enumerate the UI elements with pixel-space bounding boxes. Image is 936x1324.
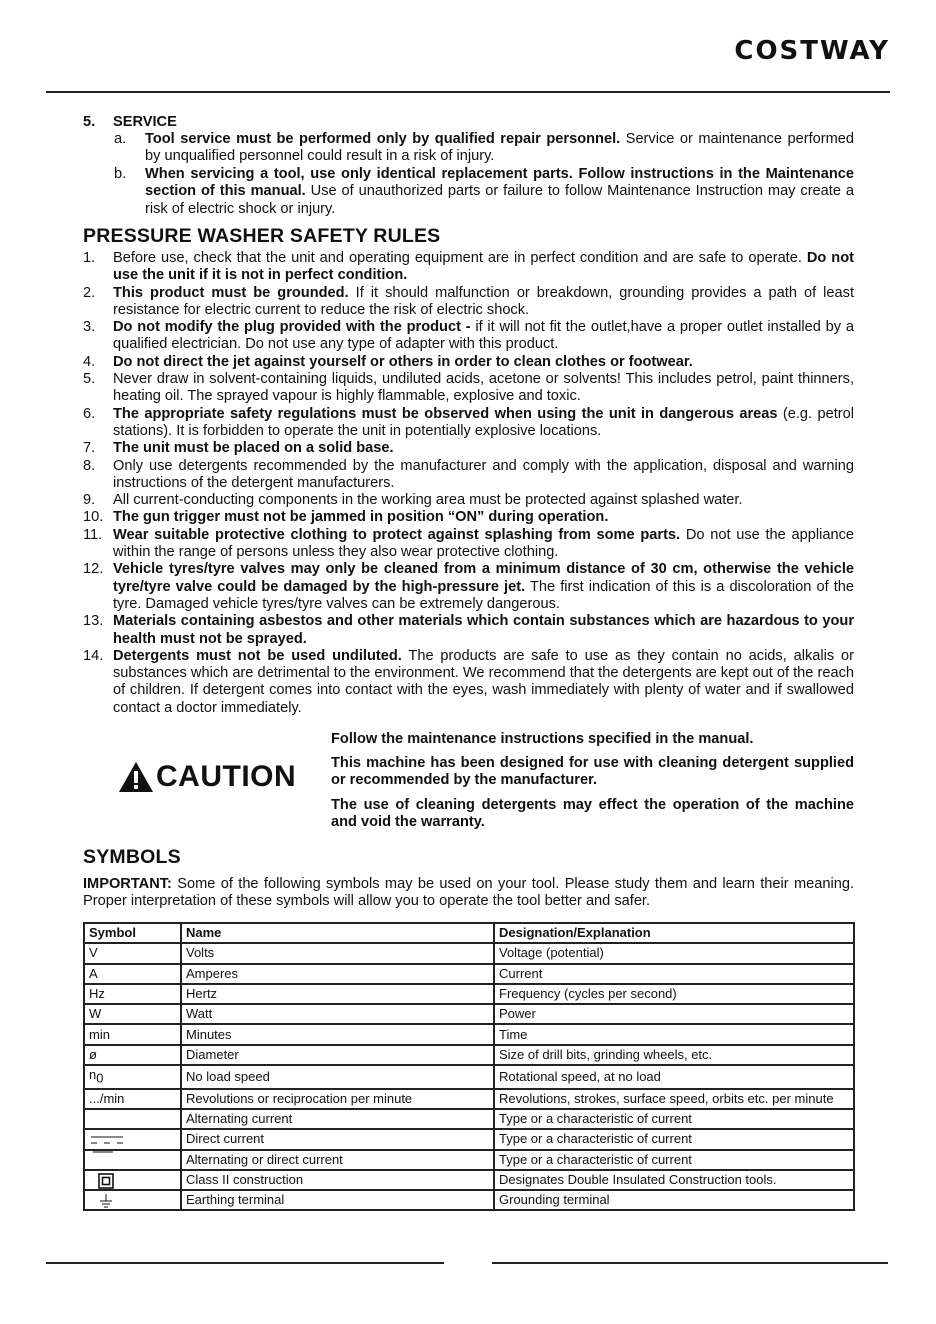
rule-text: (e.g. petrol stations). It is forbidden to operate the unit in potentially explosive locations. bbox=[113, 405, 854, 439]
service-item-bold: Tool service must be performed only by qualified repair personnel. bbox=[145, 131, 621, 147]
symbols-intro-bold: IMPORTANT: bbox=[83, 876, 172, 892]
service-item bbox=[145, 166, 854, 218]
caution-label: CAUTION bbox=[156, 760, 297, 793]
rule-text: The products are safe to use as they contain no acids, alkalis or substances which are detrimental to the environment. We recommend that the detergents are kept out of the reach of children. If detergent comes into contact with the eyes, wash immediately with plenty of water and if swallowed contact a doctor immediately. bbox=[113, 647, 854, 716]
desc-cell: Voltage (potential) bbox=[494, 943, 854, 963]
rule-number: 6. bbox=[83, 405, 96, 422]
column-header: Designation/Explanation bbox=[494, 923, 854, 943]
safety-rule bbox=[83, 527, 854, 562]
symbol-cell bbox=[84, 1129, 181, 1149]
ac-dc-icon bbox=[89, 1151, 125, 1165]
rule-number: 14. bbox=[83, 647, 104, 664]
desc-cell: Power bbox=[494, 1004, 854, 1024]
brand-logo: COSTWAY bbox=[734, 36, 890, 66]
rule-text: If it should malfunction or breakdown, grounding provides a path of least resistance for electric current to reduce the risk of electric shock. bbox=[113, 284, 854, 318]
symbol-cell: .../min bbox=[84, 1089, 181, 1109]
safety-rule bbox=[83, 458, 854, 493]
symbol-cell: Hz bbox=[84, 984, 181, 1004]
rule-bold: The unit must be placed on a solid base. bbox=[113, 440, 394, 457]
safety-rule bbox=[83, 371, 854, 406]
rule-text: Before use, check that the unit and operating equipment are in perfect condition and are safe to operate. bbox=[113, 250, 807, 266]
service-heading: SERVICE bbox=[113, 114, 177, 130]
service-item-bold: When servicing a tool, use only identical replacement parts. Follow instructions in the Maintenance section of this manual. bbox=[145, 166, 854, 200]
rule-text: The first indication of this is a discoloration of the tyre. Damaged vehicle tyres/tyre valves can be extremely dangerous. bbox=[113, 578, 855, 612]
symbol-subscript: 0 bbox=[96, 1070, 104, 1086]
footer-rule-right bbox=[492, 1262, 888, 1264]
rule-text: All current-conducting components in the working area must be protected against splashed water. bbox=[113, 492, 743, 509]
desc-cell: Size of drill bits, grinding wheels, etc. bbox=[494, 1045, 854, 1065]
safety-heading: PRESSURE WASHER SAFETY RULES bbox=[83, 225, 441, 247]
safety-rule bbox=[83, 406, 854, 441]
caution-line: Follow the maintenance instructions specified in the manual. bbox=[331, 731, 754, 747]
caution-line: This machine has been designed for use with cleaning detergent supplied or recommended by the manufacturer. bbox=[331, 755, 854, 789]
rule-number: 7. bbox=[83, 440, 96, 457]
desc-cell: Designates Double Insulated Construction tools. bbox=[494, 1170, 854, 1190]
name-cell: Minutes bbox=[181, 1024, 494, 1044]
table-row bbox=[84, 1109, 854, 1129]
symbol-cell: ø bbox=[84, 1045, 181, 1065]
symbol-cell: A bbox=[84, 964, 181, 984]
rule-text: if it will not fit the outlet,have a proper outlet installed by a qualified electrician. Do not use any type of adapter with this product. bbox=[113, 319, 854, 353]
rule-bold: Do not direct the jet against yourself or others in order to clean clothes or footwear. bbox=[113, 353, 693, 370]
rule-bold: Do not modify the plug provided with the product - bbox=[113, 319, 471, 336]
table-row bbox=[84, 1129, 854, 1149]
desc-cell: Current bbox=[494, 964, 854, 984]
symbol-cell: W bbox=[84, 1004, 181, 1024]
table-row bbox=[84, 1170, 854, 1190]
table-row bbox=[84, 964, 854, 984]
safety-rule bbox=[83, 613, 854, 648]
name-cell: Amperes bbox=[181, 964, 494, 984]
rule-number: 9. bbox=[83, 492, 96, 509]
rule-bold: Materials containing asbestos and other materials which contain substances which are hazardous to your health must not be sprayed. bbox=[113, 613, 854, 647]
caution-badge bbox=[118, 760, 296, 794]
rule-bold: Vehicle tyres/tyre valves may only be cleaned from a minimum distance of 30 cm, otherwise the vehicle tyre/tyre valve could be damaged by the high-pressure jet. bbox=[113, 561, 854, 595]
rule-text: Only use detergents recommended by the manufacturer and comply with the application, disposal and warning instructions of the detergent manufacturers. bbox=[113, 457, 854, 491]
rule-bold: The gun trigger must not be jammed in position “ON” during operation. bbox=[113, 509, 609, 526]
symbols-intro-text: Some of the following symbols may be used on your tool. Please study them and learn their meaning. Proper interpretation of these symbols will allow you to operate the tool better and safer. bbox=[83, 876, 854, 910]
rule-number: 10. bbox=[83, 509, 104, 526]
symbols-intro bbox=[83, 876, 854, 911]
symbol-cell bbox=[84, 1109, 181, 1129]
earth-icon bbox=[89, 1193, 125, 1209]
rule-number: 4. bbox=[83, 353, 96, 370]
table-row bbox=[84, 943, 854, 963]
rule-number: 5. bbox=[83, 371, 96, 388]
name-cell: Alternating or direct current bbox=[181, 1150, 494, 1170]
safety-rule bbox=[83, 440, 854, 457]
safety-rule bbox=[83, 250, 854, 285]
name-cell: No load speed bbox=[181, 1065, 494, 1089]
table-header-row bbox=[84, 923, 854, 943]
table-row bbox=[84, 1190, 854, 1210]
safety-rules-list bbox=[83, 250, 854, 717]
table-row bbox=[84, 1004, 854, 1024]
rule-bold: Wear suitable protective clothing to protect against splashing from some parts. bbox=[113, 526, 681, 543]
rule-text: Never draw in solvent-containing liquids, undiluted acids, acetone or solvents! This includes petrol, paint thinners, heating oil. The sprayed vapour is highly flammable, explosive and toxic. bbox=[113, 371, 854, 405]
name-cell: Diameter bbox=[181, 1045, 494, 1065]
rule-number: 13. bbox=[83, 613, 104, 630]
symbol-cell: min bbox=[84, 1024, 181, 1044]
safety-rule bbox=[83, 561, 854, 613]
table-row bbox=[84, 984, 854, 1004]
rule-number: 1. bbox=[83, 250, 96, 266]
desc-cell: Type or a characteristic of current bbox=[494, 1129, 854, 1149]
service-number: 5. bbox=[83, 114, 96, 130]
name-cell: Hertz bbox=[181, 984, 494, 1004]
header-rule bbox=[46, 91, 890, 93]
name-cell: Watt bbox=[181, 1004, 494, 1024]
table-row bbox=[84, 1065, 854, 1089]
desc-cell: Revolutions, strokes, surface speed, orbits etc. per minute bbox=[494, 1089, 854, 1109]
desc-cell: Type or a characteristic of current bbox=[494, 1150, 854, 1170]
symbols-heading: SYMBOLS bbox=[83, 846, 181, 868]
rule-number: 2. bbox=[83, 284, 96, 301]
rule-text: Do not use the appliance within the range of persons unless they also wear protective clothing. bbox=[113, 526, 854, 561]
caution-line: The use of cleaning detergents may effect the operation of the machine and void the warranty. bbox=[331, 797, 854, 831]
symbol-cell bbox=[84, 1170, 181, 1190]
desc-cell: Grounding terminal bbox=[494, 1190, 854, 1210]
class-ii-icon bbox=[89, 1173, 125, 1189]
symbol-cell bbox=[84, 1065, 181, 1089]
name-cell: Class II construction bbox=[181, 1170, 494, 1190]
safety-rule bbox=[83, 319, 854, 354]
safety-rule bbox=[83, 285, 854, 320]
service-item-letter: b. bbox=[114, 166, 127, 182]
column-header: Name bbox=[181, 923, 494, 943]
rule-number: 12. bbox=[83, 561, 104, 578]
table-row bbox=[84, 1150, 854, 1170]
safety-rule bbox=[83, 648, 854, 717]
table-row bbox=[84, 1045, 854, 1065]
safety-rule bbox=[83, 492, 854, 509]
symbol-cell: V bbox=[84, 943, 181, 963]
desc-cell: Rotational speed, at no load bbox=[494, 1065, 854, 1089]
direct-current-icon bbox=[89, 1134, 125, 1146]
symbol-cell bbox=[84, 1190, 181, 1210]
service-item bbox=[145, 131, 854, 166]
service-item-letter: a. bbox=[114, 131, 127, 147]
rule-bold: Do not use the unit if it is not in perfect condition. bbox=[113, 250, 855, 284]
column-header: Symbol bbox=[84, 923, 181, 943]
rule-number: 11. bbox=[83, 526, 103, 543]
table-row bbox=[84, 1089, 854, 1109]
name-cell: Revolutions or reciprocation per minute bbox=[181, 1089, 494, 1109]
footer-rule-left bbox=[46, 1262, 444, 1264]
table-row bbox=[84, 1024, 854, 1044]
symbols-table bbox=[83, 922, 855, 1211]
desc-cell: Type or a characteristic of current bbox=[494, 1109, 854, 1129]
name-cell: Alternating current bbox=[181, 1109, 494, 1129]
rule-bold: This product must be grounded. bbox=[113, 284, 349, 301]
rule-number: 8. bbox=[83, 457, 96, 474]
safety-rule bbox=[83, 354, 854, 371]
warning-triangle-icon bbox=[118, 761, 154, 793]
desc-cell: Time bbox=[494, 1024, 854, 1044]
rule-number: 3. bbox=[83, 319, 96, 336]
name-cell: Earthing terminal bbox=[181, 1190, 494, 1210]
symbol-cell bbox=[84, 1150, 181, 1170]
service-item-text: Service or maintenance performed by unqualified personnel could result in a risk of injury. bbox=[145, 131, 854, 165]
name-cell: Direct current bbox=[181, 1129, 494, 1149]
service-item-text: Use of unauthorized parts or failure to follow Maintenance Instruction may create a risk of electric shock or injury. bbox=[145, 183, 854, 217]
name-cell: Volts bbox=[181, 943, 494, 963]
symbol-text: n bbox=[89, 1067, 97, 1083]
safety-rule bbox=[83, 509, 854, 526]
desc-cell: Frequency (cycles per second) bbox=[494, 984, 854, 1004]
rule-bold: Detergents must not be used undiluted. bbox=[113, 647, 402, 664]
rule-bold: The appropriate safety regulations must be observed when using the unit in dangerous areas bbox=[113, 405, 778, 422]
